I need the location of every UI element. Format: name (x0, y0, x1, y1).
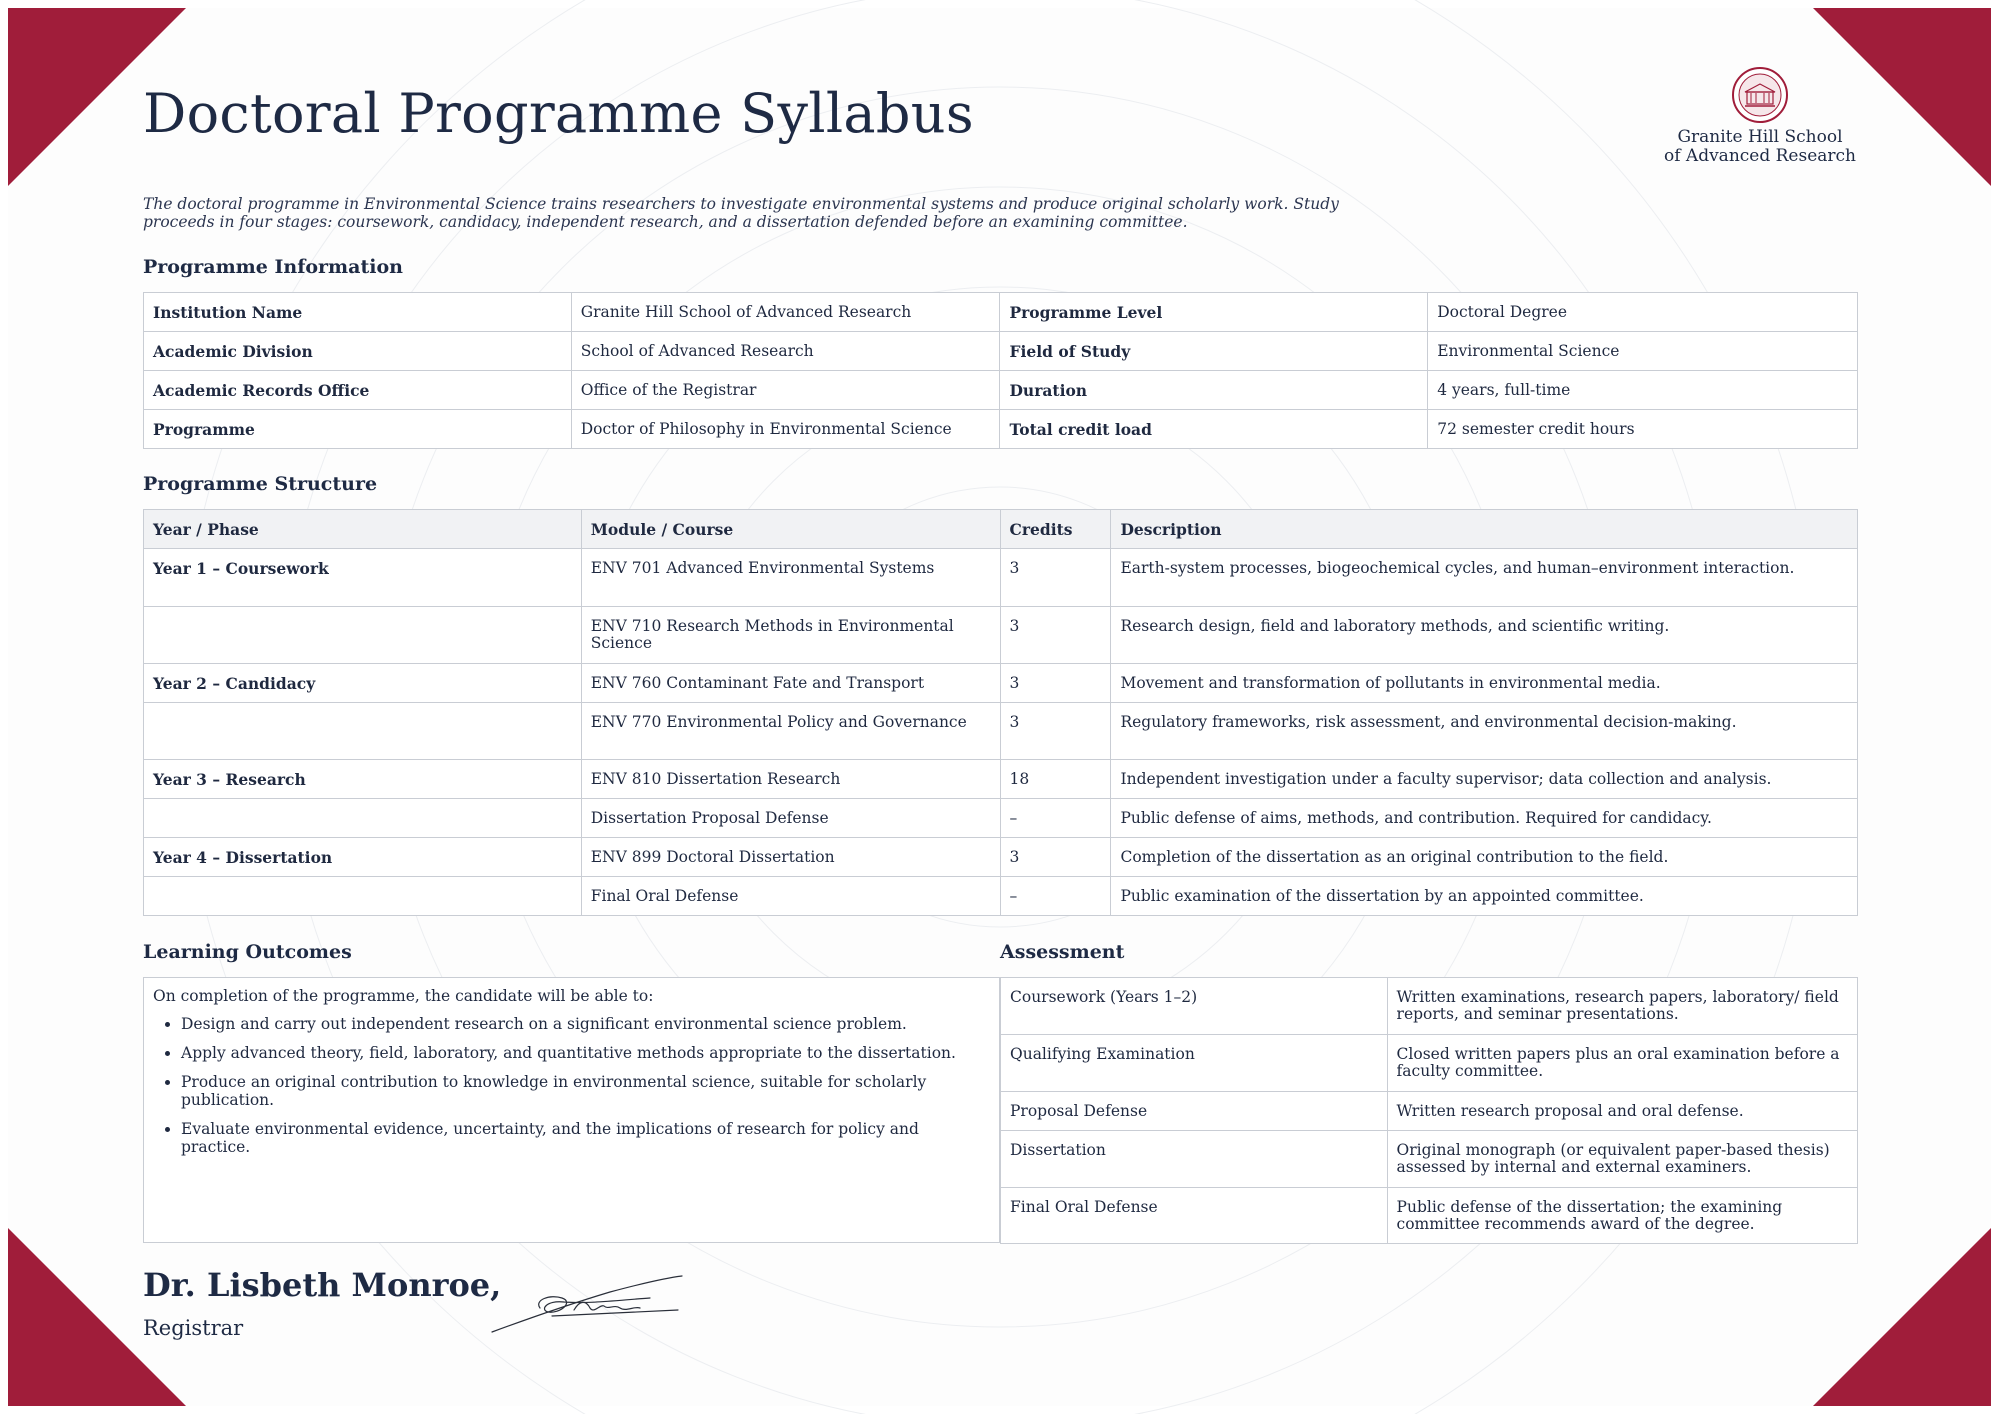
assessment-detail: Original monograph (or equivalent paper-based thesis) assessed by internal and external examiners. (1387, 1131, 1857, 1188)
assessment-type: Dissertation (1001, 1131, 1388, 1188)
credits-cell: 3 (1000, 664, 1111, 703)
column-header: Year / Phase (144, 510, 582, 549)
info-key: Programme (144, 410, 572, 449)
table-row (144, 332, 1858, 371)
corner-bottom-right (1813, 1228, 1991, 1406)
signatory-name: Dr. Lisbeth Monroe, (143, 1266, 502, 1304)
column-header: Module / Course (581, 510, 1000, 549)
assessment-type: Proposal Defense (1001, 1092, 1388, 1131)
module-cell: ENV 701 Advanced Environmental Systems (581, 549, 1000, 607)
module-cell: ENV 760 Contaminant Fate and Transport (581, 664, 1000, 703)
table-header-row (144, 510, 1858, 549)
page-title: Doctoral Programme Syllabus (143, 82, 974, 145)
description-cell: Completion of the dissertation as an original contribution to the field. (1111, 838, 1858, 877)
description-cell: Research design, field and laboratory methods, and scientific writing. (1111, 607, 1858, 664)
info-key: Total credit load (1000, 410, 1428, 449)
description-cell: Movement and transformation of pollutants in environmental media. (1111, 664, 1858, 703)
outcomes-list (153, 1015, 990, 1156)
institution-name-line1: Granite Hill School (1677, 127, 1843, 147)
info-key: Institution Name (144, 293, 572, 332)
module-cell: Final Oral Defense (581, 877, 1000, 916)
institution-name-line2: of Advanced Research (1663, 146, 1857, 166)
phase-cell (144, 703, 582, 760)
phase-cell: Year 3 – Research (144, 760, 582, 799)
assessment-detail: Closed written papers plus an oral examination before a faculty committee. (1387, 1035, 1857, 1092)
credits-cell: 3 (1000, 607, 1111, 664)
phase-cell (144, 607, 582, 664)
table-row (144, 410, 1858, 449)
module-cell: ENV 710 Research Methods in Environmental Science (581, 607, 1000, 664)
table-row (1001, 1188, 1858, 1244)
table-row (1001, 1092, 1858, 1131)
list-item: • Evaluate environmental evidence, uncertainty, and the implications of research for policy and practice. (181, 1120, 990, 1156)
table-row (144, 607, 1858, 664)
table-row (144, 799, 1858, 838)
info-key: Academic Records Office (144, 371, 572, 410)
description-cell: Independent investigation under a faculty supervisor; data collection and analysis. (1111, 760, 1858, 799)
list-item: • Produce an original contribution to knowledge in environmental science, suitable for scholarly publication. (181, 1073, 990, 1109)
assessment-type: Final Oral Defense (1001, 1188, 1388, 1244)
credits-cell: 3 (1000, 838, 1111, 877)
learning-outcomes-box (143, 977, 1000, 1243)
credits-cell: 3 (1000, 703, 1111, 760)
signature-icon (490, 1270, 690, 1340)
info-value: 4 years, full-time (1428, 371, 1858, 410)
assessment-type: Coursework (Years 1–2) (1001, 978, 1388, 1035)
phase-cell: Year 1 – Coursework (144, 549, 582, 607)
institution-logo (1620, 66, 1900, 166)
phase-cell: Year 4 – Dissertation (144, 838, 582, 877)
info-key: Field of Study (1000, 332, 1428, 371)
info-value: 72 semester credit hours (1428, 410, 1858, 449)
phase-cell: Year 2 – Candidacy (144, 664, 582, 703)
programme-structure-heading: Programme Structure (143, 473, 378, 495)
programme-info-heading: Programme Information (143, 256, 403, 278)
assessment-detail: Public defense of the dissertation; the examining committee recommends award of the degree. (1387, 1188, 1857, 1244)
table-row (144, 760, 1858, 799)
info-value: Doctoral Degree (1428, 293, 1858, 332)
signatory-role: Registrar (143, 1316, 244, 1340)
programme-info-table (143, 292, 1858, 449)
description-cell: Earth-system processes, biogeochemical cycles, and human–environment interaction. (1111, 549, 1858, 607)
phase-cell (144, 799, 582, 838)
module-cell: ENV 899 Doctoral Dissertation (581, 838, 1000, 877)
table-row (144, 703, 1858, 760)
assessment-detail: Written research proposal and oral defense. (1387, 1092, 1857, 1131)
column-header: Credits (1000, 510, 1111, 549)
info-value: Office of the Registrar (571, 371, 1000, 410)
module-cell: ENV 770 Environmental Policy and Governance (581, 703, 1000, 760)
credits-cell: 3 (1000, 549, 1111, 607)
learning-outcomes-heading: Learning Outcomes (143, 941, 352, 963)
list-item: • Apply advanced theory, field, laboratory, and quantitative methods appropriate to the dissertation. (181, 1044, 990, 1062)
table-row (1001, 1131, 1858, 1188)
table-row (144, 838, 1858, 877)
info-value: Environmental Science (1428, 332, 1858, 371)
assessment-detail: Written examinations, research papers, laboratory/ field reports, and seminar presentations. (1387, 978, 1857, 1035)
table-row (1001, 1035, 1858, 1092)
table-row (144, 371, 1858, 410)
description-cell: Public examination of the dissertation by an appointed committee. (1111, 877, 1858, 916)
intro-paragraph: The doctoral programme in Environmental Science trains researchers to investigate environmental systems and produce original scholarly work. Study proceeds in four stages: coursework, candidacy, independent research, and a dissertation defended before an examining committee. (143, 195, 1339, 231)
description-cell: Regulatory frameworks, risk assessment, and environmental decision-making. (1111, 703, 1858, 760)
info-key: Academic Division (144, 332, 572, 371)
module-cell: Dissertation Proposal Defense (581, 799, 1000, 838)
programme-structure-table (143, 509, 1858, 916)
phase-cell (144, 877, 582, 916)
table-row (144, 293, 1858, 332)
table-row (144, 664, 1858, 703)
info-value: School of Advanced Research (571, 332, 1000, 371)
module-cell: ENV 810 Dissertation Research (581, 760, 1000, 799)
assessment-type: Qualifying Examination (1001, 1035, 1388, 1092)
list-item: • Design and carry out independent research on a significant environmental science problem. (181, 1015, 990, 1033)
seal-icon (1731, 66, 1789, 124)
info-key: Duration (1000, 371, 1428, 410)
assessment-heading: Assessment (1000, 941, 1125, 963)
credits-cell: – (1000, 877, 1111, 916)
table-row (1001, 978, 1858, 1035)
info-value: Doctor of Philosophy in Environmental Science (571, 410, 1000, 449)
credits-cell: – (1000, 799, 1111, 838)
assessment-table (1000, 977, 1858, 1244)
column-header: Description (1111, 510, 1858, 549)
table-row (144, 877, 1858, 916)
info-value: Granite Hill School of Advanced Research (571, 293, 1000, 332)
description-cell: Public defense of aims, methods, and contribution. Required for candidacy. (1111, 799, 1858, 838)
credits-cell: 18 (1000, 760, 1111, 799)
table-row (144, 549, 1858, 607)
info-key: Programme Level (1000, 293, 1428, 332)
outcomes-lead: On completion of the programme, the candidate will be able to: (153, 987, 654, 1005)
